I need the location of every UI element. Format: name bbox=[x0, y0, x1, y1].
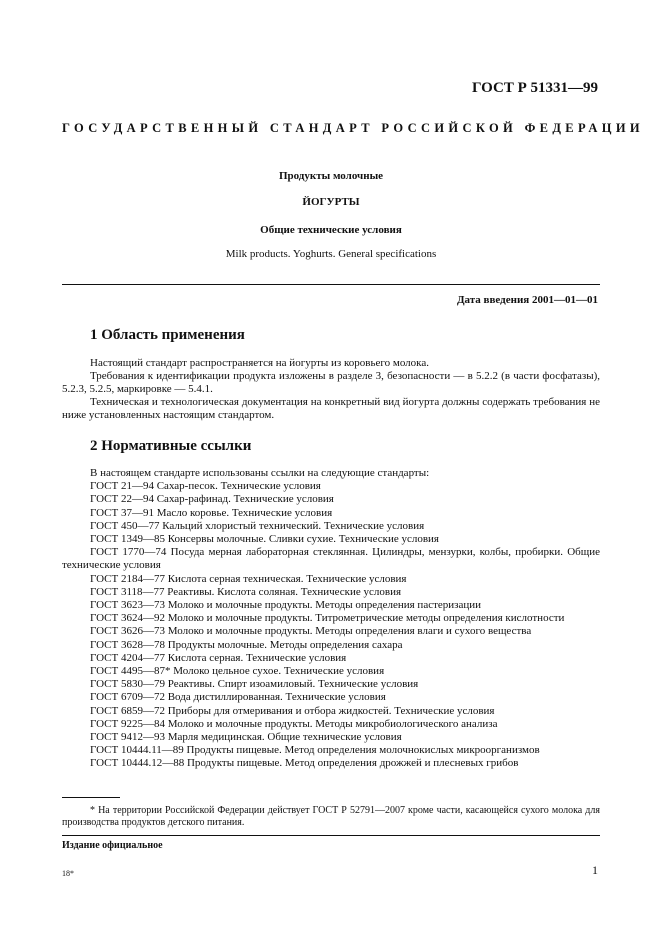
state-standard-banner: ГОСУДАРСТВЕННЫЙ СТАНДАРТ РОССИЙСКОЙ ФЕДЕРАЦИИ bbox=[62, 121, 644, 135]
reference-item: ГОСТ 10444.11—89 Продукты пищевые. Метод определения молочнокислых микроорганизмов bbox=[90, 744, 540, 757]
reference-list bbox=[62, 467, 600, 771]
edition-divider bbox=[62, 835, 600, 836]
reference-item: ГОСТ 4495—87* Молоко цельное сухое. Технические условия bbox=[90, 665, 385, 678]
reference-item: ГОСТ 3623—73 Молоко и молочные продукты. Методы определения пастеризации bbox=[90, 599, 482, 612]
gost-number: ГОСТ Р 51331—99 bbox=[471, 80, 598, 96]
reference-item: ГОСТ 9225—84 Молоко и молочные продукты. Методы микробиологического анализа bbox=[90, 717, 498, 730]
reference-item: ГОСТ 6859—72 Приборы для отмеривания и отбора жидкостей. Технические условия bbox=[90, 704, 495, 717]
section-1-paragraph: Техническая и технологическая документация на конкретный вид йогурта должны содержать требования не ниже установленных настоящим стандартом. bbox=[62, 396, 600, 421]
title-product: ЙОГУРТЫ bbox=[302, 196, 360, 208]
reference-item: ГОСТ 3624—92 Молоко и молочные продукты. Титрометрические методы определения кислотности bbox=[90, 612, 565, 625]
edition-label: Издание официальное bbox=[62, 840, 163, 851]
reference-item: ГОСТ 21—94 Сахар-песок. Технические условия bbox=[90, 480, 321, 493]
page-number: 1 bbox=[592, 863, 598, 877]
title-subtitle: Общие технические условия bbox=[260, 224, 402, 236]
reference-item: ГОСТ 5830—79 Реактивы. Спирт изоамиловый. Технические условия bbox=[90, 678, 419, 691]
reference-item: ГОСТ 9412—93 Марля медицинская. Общие технические условия bbox=[90, 731, 402, 744]
section-1-heading: 1 Область применения bbox=[90, 327, 245, 343]
reference-item: ГОСТ 3118—77 Реактивы. Кислота соляная. Технические условия bbox=[90, 585, 402, 598]
title-english: Milk products. Yoghurts. General specifications bbox=[225, 248, 437, 260]
reference-item: ГОСТ 3628—78 Продукты молочные. Методы определения сахара bbox=[90, 638, 403, 651]
reference-item: ГОСТ 37—91 Масло коровье. Технические условия bbox=[90, 506, 333, 519]
reference-item: ГОСТ 10444.12—88 Продукты пищевые. Метод определения дрожжей и плесневых грибов bbox=[90, 757, 519, 770]
sheet-mark: 18* bbox=[62, 869, 74, 878]
reference-item: ГОСТ 6709—72 Вода дистиллированная. Технические условия bbox=[90, 691, 386, 704]
reference-item: ГОСТ 4204—77 Кислота серная. Технические условия bbox=[90, 651, 347, 664]
reference-intro: В настоящем стандарте использованы ссылки на следующие стандарты: bbox=[90, 467, 430, 479]
reference-item: ГОСТ 1770—74 Посуда мерная лабораторная стеклянная. Цилиндры, мензурки, колбы, пробирки. Общие технические условия bbox=[62, 546, 600, 572]
reference-item: ГОСТ 3626—73 Молоко и молочные продукты. Методы определения влаги и сухого вещества bbox=[90, 625, 532, 638]
title-product-group: Продукты молочные bbox=[278, 170, 384, 182]
reference-item: ГОСТ 450—77 Кальций хлористый технический. Технические условия bbox=[90, 519, 425, 532]
footnote: * На территории Российской Федерации действует ГОСТ Р 52791—2007 кроме части, касающейся сухого молока для производства продуктов детского питания. bbox=[62, 805, 600, 828]
section-2-heading: 2 Нормативные ссылки bbox=[90, 438, 252, 454]
section-1-paragraph: Требования к идентификации продукта изложены в разделе 3, безопасности — в 5.2.2 (в части фосфатазы), 5.2.3, 5.2.5, маркировке — 5.4.1. bbox=[62, 370, 600, 395]
reference-item: ГОСТ 22—94 Сахар-рафинад. Технические условия bbox=[90, 493, 334, 506]
introduction-date: Дата введения 2001—01—01 bbox=[456, 294, 598, 306]
reference-item: ГОСТ 1349—85 Консервы молочные. Сливки сухие. Технические условия bbox=[90, 533, 439, 546]
reference-item: ГОСТ 2184—77 Кислота серная техническая. Технические условия bbox=[90, 572, 407, 585]
title-divider bbox=[62, 284, 600, 285]
footnote-separator bbox=[62, 797, 120, 798]
section-1-paragraph: Настоящий стандарт распространяется на йогурты из коровьего молока. bbox=[90, 357, 429, 369]
